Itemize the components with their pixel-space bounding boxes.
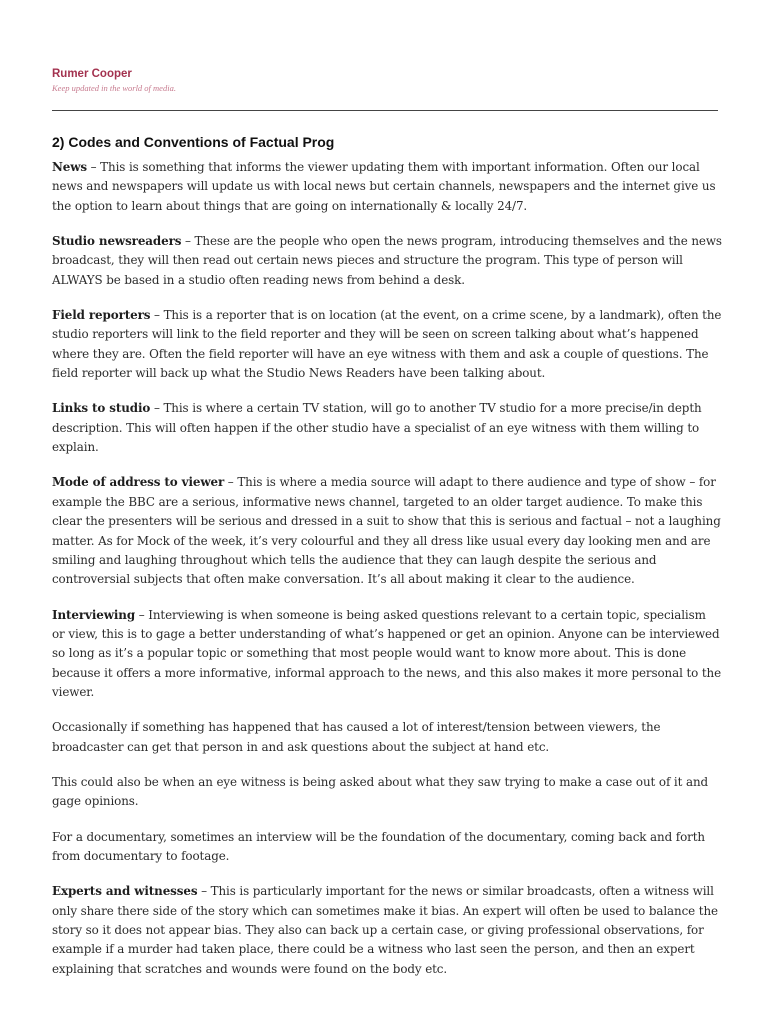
document-body — [52, 133, 722, 995]
paragraph-text: – This is particularly important for the news or similar broadcasts, often a witness will only share there side of the story which can sometimes make it bias. An expert will often be used to balance the story so it does not appear bias. They also can back up a certain case, or giving professional observations, for example if a murder had taken place, there could be a witness who last seen the person, and then an expert explaining that scratches and wounds were found on the body etc. — [52, 884, 718, 976]
paragraph-studio-newsreaders — [52, 232, 722, 290]
paragraph-interview-documentary — [52, 828, 722, 867]
author-name: Rumer Cooper — [52, 68, 132, 80]
paragraph-text: Occasionally if something has happened that has caused a lot of interest/tension between viewers, the broadcaster can get that person in and ask questions about the subject at hand etc. — [52, 720, 661, 754]
paragraph-text: – This is a reporter that is on location (at the event, on a crime scene, by a landmark), often the studio reporters will link to the field reporter and they will be seen on screen talking about what’s happened where they are. Often the field reporter will have an eye witness with them and ask a couple of questions. The field reporter will back up what the Studio News Readers have been talking about. — [52, 308, 722, 381]
term-news: News — [52, 160, 87, 174]
term-field-reporters: Field reporters — [52, 308, 151, 323]
paragraph-experts-and-witnesses — [52, 882, 722, 979]
section-heading: 2) Codes and Conventions of Factual Prog — [52, 134, 335, 150]
header-divider — [52, 110, 718, 111]
page-header — [52, 67, 176, 94]
paragraph-news — [52, 158, 722, 216]
paragraph-text: – This is where a certain TV station, will go to another TV studio for a more precise/in depth description. This will often happen if the other studio have a specialist of an eye witness with them willing to explain. — [52, 401, 702, 455]
term-interviewing: Interviewing — [52, 607, 136, 622]
paragraph-text: This could also be when an eye witness is being asked about what they saw trying to make a case out of it and gage opinions. — [52, 774, 709, 809]
term-links-to-studio: Links to studio — [52, 401, 151, 416]
term-mode-of-address: Mode of address to viewer — [52, 475, 225, 490]
paragraph-interview-eye-witness — [52, 773, 722, 812]
paragraph-interviewing — [52, 606, 722, 703]
paragraph-text: – This is where a media source will adapt to there audience and type of show – for example the BBC are a serious, informative news channel, targeted to an older target audience. To make this clear the presenters will be serious and dressed in a suit to show that this is serious and factual – not a laughing matter. As for Mock of the week, it’s very colourful and they all dress like usual every day looking men and are smiling and laughing throughout which tells the audience that they can laugh despite the serious and controversial subjects that often make conversation. It’s all about making it clear to the audience. — [52, 475, 721, 587]
paragraph-interview-tension — [52, 718, 722, 757]
blog-tagline: Keep updated in the world of media. — [52, 83, 176, 93]
paragraph-text: – This is something that informs the viewer updating them with important information. Often our local news and newspapers will update us with local news but certain channels, newspapers and the internet give us the option to learn about things that are going on internationally & locally 24/7. — [52, 160, 716, 213]
paragraph-field-reporters — [52, 306, 722, 383]
paragraph-text: – These are the people who open the news program, introducing themselves and the news broadcast, they will then read out certain news pieces and structure the program. This type of person will ALWAYS be based in a studio often reading news from behind a desk. — [52, 234, 722, 287]
paragraph-text: For a documentary, sometimes an interview will be the foundation of the documentary, coming back and forth from documentary to footage. — [52, 829, 705, 863]
term-studio-newsreaders: Studio newsreaders — [52, 234, 182, 249]
paragraph-links-to-studio — [52, 399, 722, 457]
paragraph-text: – Interviewing is when someone is being asked questions relevant to a certain topic, specialism or view, this is to gage a better understanding of what’s happened or get an opinion. Anyone can be interviewed so long as it’s a popular topic or something that most people would want to know more about. This is done because it offers a more informative, informal approach to the news, and this also makes it more personal to the viewer. — [52, 607, 722, 699]
paragraph-mode-of-address — [52, 473, 722, 589]
term-experts-and-witnesses: Experts and witnesses — [52, 884, 198, 899]
